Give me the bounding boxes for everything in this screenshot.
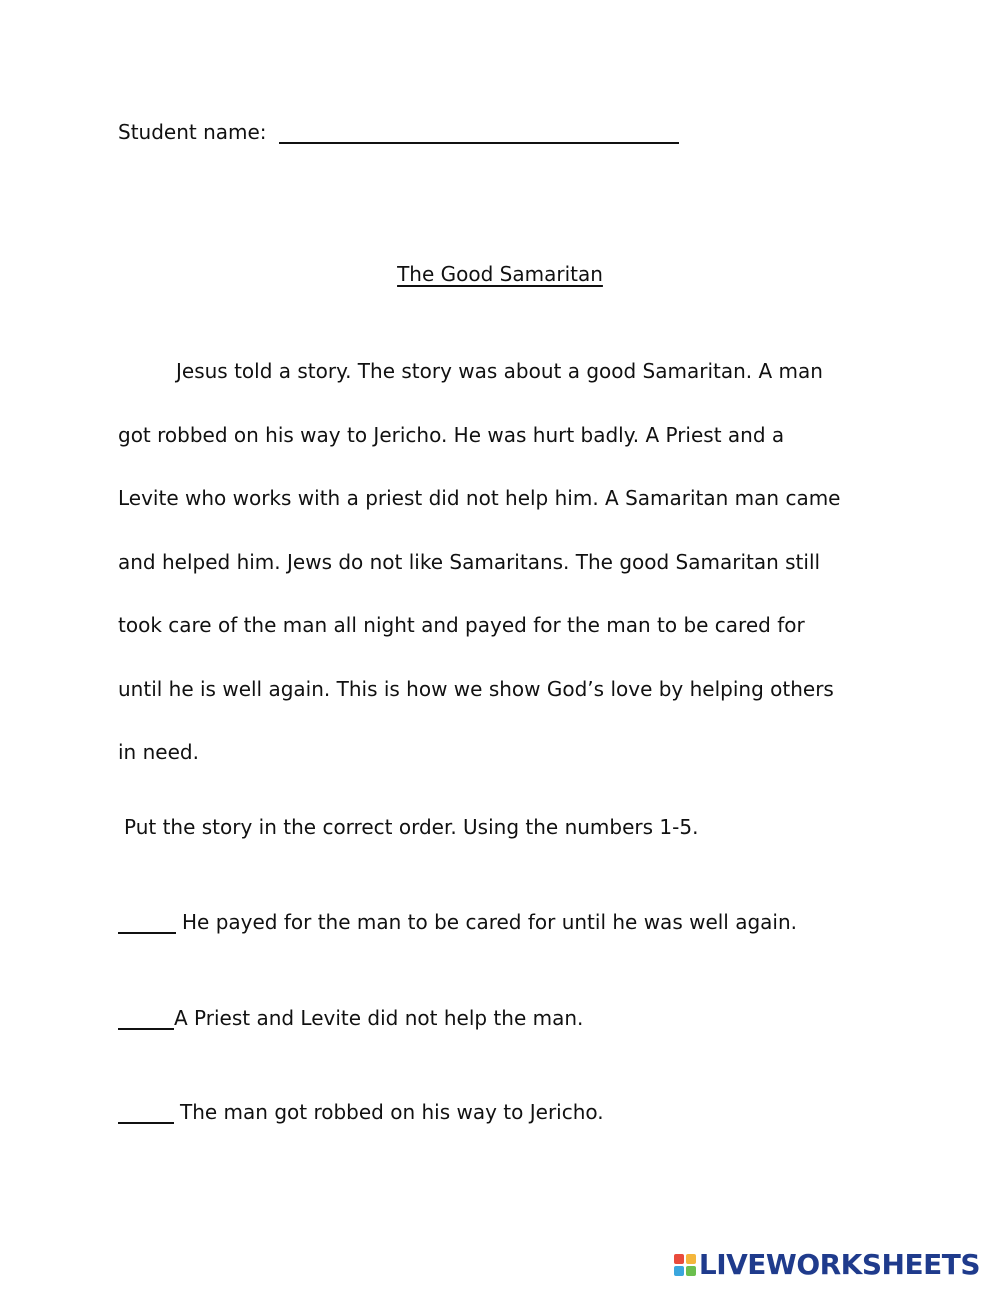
worksheet-title: The Good Samaritan [397, 262, 603, 286]
student-name-field[interactable] [279, 120, 679, 144]
story-line: Jesus told a story. The story was about a good Samaritan. A man [176, 359, 823, 383]
order-item-text: He payed for the man to be cared for until he was well again. [182, 910, 798, 934]
order-item [118, 1006, 583, 1030]
order-answer-blank[interactable] [118, 1008, 174, 1030]
story-line: Levite who works with a priest did not help him. A Samaritan man came [118, 486, 841, 510]
worksheet-title-row [0, 262, 1000, 286]
student-name-label: Student name: [118, 120, 267, 144]
story-line: until he is well again. This is how we show God’s love by helping others [118, 676, 834, 701]
order-answer-blank[interactable] [118, 912, 176, 934]
logo-text: LIVEWORKSHEETS [698, 1248, 980, 1281]
story-line: and helped him. Jews do not like Samaritans. The good Samaritan still [118, 549, 821, 574]
order-answer-blank[interactable] [118, 1102, 174, 1124]
logo-block [674, 1266, 684, 1276]
order-item [118, 910, 797, 934]
liveworksheets-logo[interactable] [674, 1248, 980, 1281]
logo-block [686, 1254, 696, 1264]
story-line: took care of the man all night and payed for the man to be cared for [118, 613, 805, 637]
story-paragraph [118, 355, 888, 800]
instructions-text: Put the story in the correct order. Using the numbers 1-5. [124, 815, 699, 839]
order-item-text: The man got robbed on his way to Jericho. [180, 1100, 604, 1124]
logo-block [686, 1266, 696, 1276]
liveworksheets-blocks-icon [674, 1254, 696, 1276]
order-item-text: A Priest and Levite did not help the man. [174, 1006, 584, 1030]
logo-block [674, 1254, 684, 1264]
story-line: got robbed on his way to Jericho. He was hurt badly. A Priest and a [118, 422, 785, 447]
order-item [118, 1100, 604, 1124]
story-line: in need. [118, 740, 199, 764]
student-name-row [118, 120, 679, 144]
